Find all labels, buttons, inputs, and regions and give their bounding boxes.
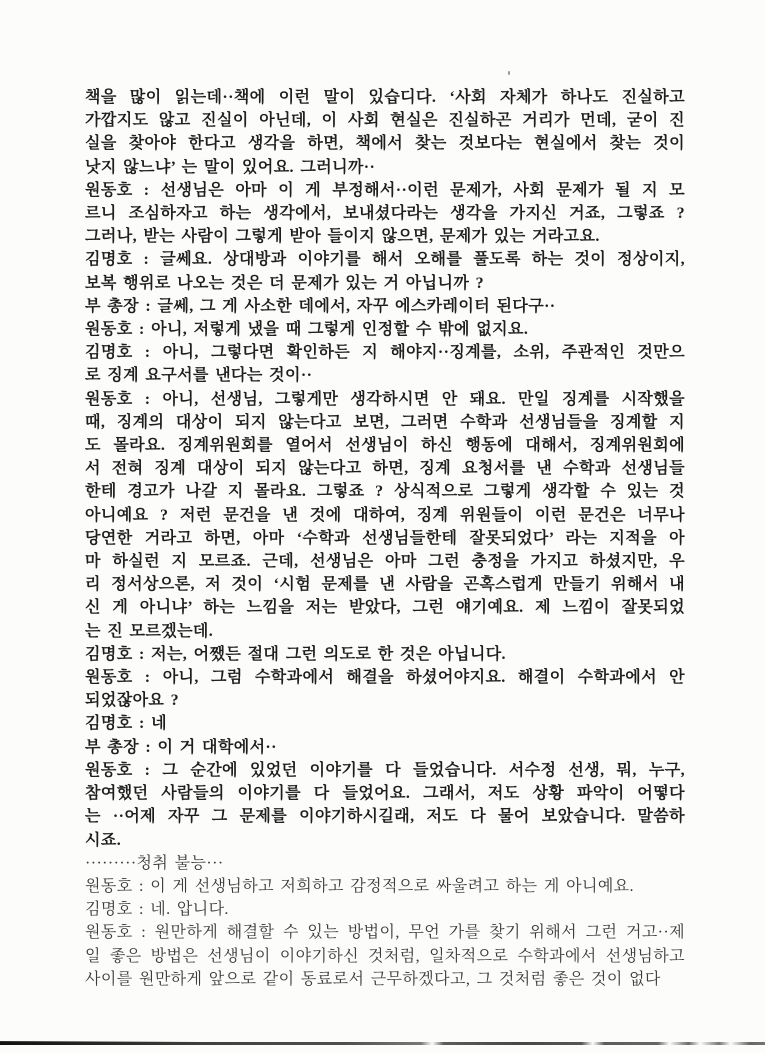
transcript-line: 참여했던 사람들의 이야기를 다 들었어요. 그래서, 저도 상황 파악이 어떻다: [85, 785, 685, 803]
transcript-line: 김명호 : 네: [85, 715, 167, 733]
transcript-line: 부 총장 : 글쎄, 그 게 사소한 데에서, 자꾸 에스카레이터 된다구··: [85, 297, 556, 315]
transcript-line: 김명호 : 네. 압니다.: [85, 901, 229, 919]
transcript-line: ·········청취 불능···: [85, 854, 224, 872]
transcript-line: 원동호 : 아니, 그럼 수학과에서 해결을 하셨어야지요. 해결이 수학과에서 안: [85, 669, 685, 687]
transcript-line: 책을 많이 읽는데··책에 이런 말이 있습디다. ‘사회 자체가 하나도 진실하고: [85, 89, 685, 106]
transcript-line: 가깝지도 않고 진실이 아닌데, 이 사회 현실은 진실하곤 거리가 먼데, 굳이 진: [85, 112, 685, 130]
transcript-text: [85, 86, 685, 991]
transcript-line: 도 몰라요. 징계위원회를 열어서 선생님이 하신 행동에 대해서, 징계위원회에: [85, 437, 685, 455]
scan-speck: [508, 71, 510, 75]
transcript-line: 부 총장 : 이 거 대학에서··: [85, 738, 277, 756]
transcript-line: 로 징계 요구서를 낸다는 것이··: [85, 367, 313, 385]
bottom-scan-artifact: [0, 1042, 765, 1045]
transcript-line: 한테 경고가 나갈 지 몰라요. 그렇죠 ? 상식적으로 그렇게 생각할 수 있는 것: [85, 483, 685, 501]
transcript-line: 르니 조심하자고 하는 생각에서, 보내셨다라는 생각을 가지신 거죠, 그렇죠 ?: [85, 205, 685, 223]
transcript-line: 서 전혀 징계 대상이 되지 않는다고 하면, 징계 요청서를 낸 수학과 선생님들: [85, 460, 685, 478]
transcript-line: 일 좋은 방법은 선생님이 이야기하신 것처럼, 일차적으로 수학과에서 선생님하고: [85, 947, 685, 965]
transcript-line: 리 정서상으론, 저 것이 ‘시험 문제를 낸 사람을 곤혹스럽게 만들기 위해서 내: [85, 576, 685, 594]
transcript-line: 낫지 않느냐’ 는 말이 있어요. 그러니까··: [85, 158, 376, 176]
transcript-line: 는 ··어제 자꾸 그 문제를 이야기하시길래, 저도 다 물어 보았습니다. 말씀하: [85, 808, 685, 826]
transcript-line: 원동호 : 이 게 선생님하고 저희하고 감정적으로 싸울려고 하는 게 아니예요.: [85, 877, 634, 895]
transcript-line: 보복 행위로 나오는 것은 더 문제가 있는 거 아닙니까 ?: [85, 274, 484, 292]
transcript-line: 되었잖아요 ?: [85, 692, 180, 710]
transcript-line: 김명호 : 글쎄요. 상대방과 이야기를 해서 오해를 풀도록 하는 것이 정상이지,: [85, 251, 685, 269]
transcript-line: 신 게 아니냐’ 하는 느낌을 저는 받았다, 그런 얘기예요. 제 느낌이 잘못되었: [85, 599, 685, 617]
transcript-line: 김명호 : 저는, 어쨌든 절대 그런 의도로 한 것은 아닙니다.: [85, 645, 506, 663]
transcript-line: 마 하실런 지 모르죠. 근데, 선생님은 아마 그런 충정을 가지고 하셨지만, 우: [85, 553, 685, 571]
transcript-line: 시죠.: [85, 831, 122, 849]
transcript-line: 실을 찾아야 한다고 생각을 하면, 책에서 찾는 것보다는 현실에서 찾는 것이: [85, 135, 685, 153]
transcript-line: 는 진 모르겠는데.: [85, 622, 214, 640]
transcript-line: 원동호 : 아니, 선생님, 그렇게만 생각하시면 안 돼요. 만일 징계를 시작했을: [85, 390, 685, 408]
transcript-line: 사이를 원만하게 앞으로 같이 동료로서 근무하겠다고, 그 것처럼 좋은 것이 없다: [85, 970, 661, 988]
transcript-line: 원동호 : 아니, 저렇게 냈을 때 그렇게 인정할 수 밖에 없지요.: [85, 321, 529, 339]
transcript-line: 원동호 : 그 순간에 있었던 이야기를 다 들었습니다. 서수정 선생, 뭐, 누구,: [85, 761, 685, 779]
transcript-line: 그러나, 받는 사람이 그렇게 받아 들이지 않으면, 문제가 있는 거라고요.: [85, 228, 600, 246]
transcript-line: 아니예요 ? 저런 문건을 낸 것에 대하여, 징계 위원들이 이런 문건은 너무나: [85, 506, 685, 524]
transcript-line: 원동호 : 원만하게 해결할 수 있는 방법이, 무언 가를 찾기 위해서 그런 거고··제: [85, 924, 685, 942]
transcript-line: 때, 징계의 대상이 되지 않는다고 보면, 그러면 수학과 선생님들을 징계할 지: [85, 413, 685, 431]
transcript-line: 원동호 : 선생님은 아마 이 게 부정해서··이런 문제가, 사회 문제가 될 지 모: [85, 181, 685, 199]
transcript-line: 김명호 : 아니, 그렇다면 확인하든 지 해야지··징계를, 소위, 주관적인 것만으: [85, 344, 685, 362]
transcript-line: 당연한 거라고 하면, 아마 ‘수학과 선생님들한테 잘못되었다’ 라는 지적을 아: [85, 529, 685, 547]
